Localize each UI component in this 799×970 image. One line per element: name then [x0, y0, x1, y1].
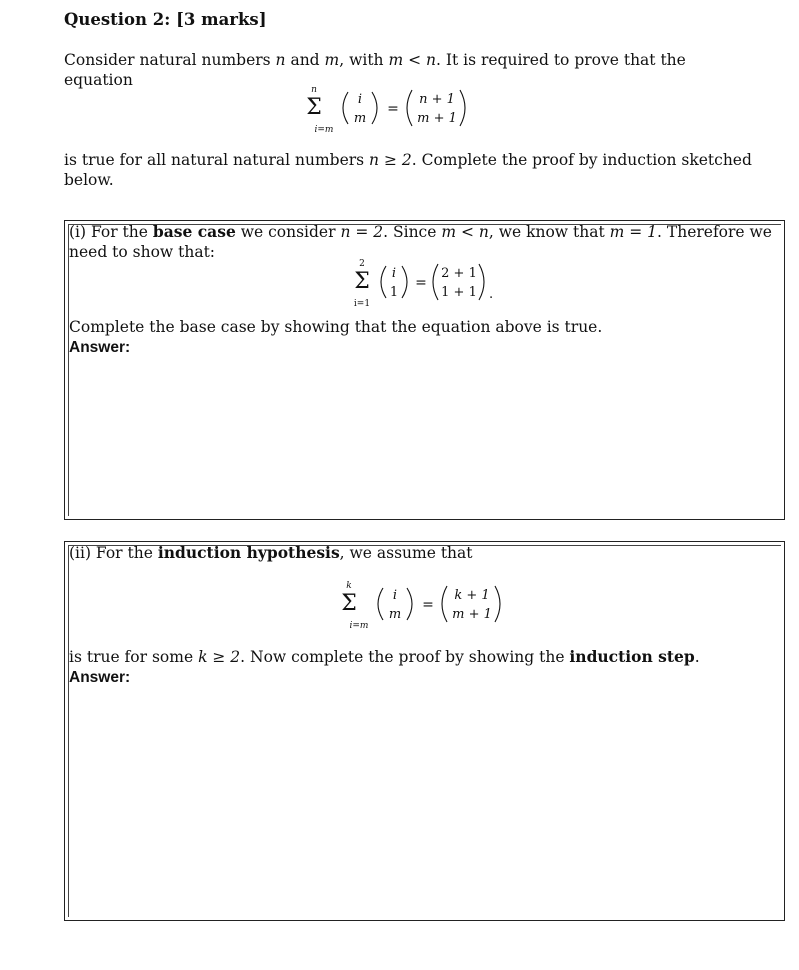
base-case-instruction: Complete the base case by showing that the equation above is true.	[69, 318, 603, 336]
binom-top: 2 + 1	[441, 266, 477, 281]
right-paren	[402, 266, 407, 298]
question-number: Question 2:	[64, 10, 171, 29]
prompt-text: . Therefore we need to show that:	[69, 223, 772, 261]
equals-sign: =	[415, 275, 427, 291]
condition-n-eq-2: n = 2	[340, 223, 384, 241]
left-paren	[343, 92, 348, 124]
statement-text: . Complete the proof by induction sketched below.	[64, 151, 752, 189]
equals-sign: =	[387, 101, 399, 117]
intro-text: , with	[339, 51, 389, 69]
part-label: (ii) For the	[69, 544, 158, 562]
prompt-text: , we know that	[488, 223, 610, 241]
induction-hypothesis-keyword: induction hypothesis	[157, 543, 340, 562]
base-case-box	[64, 220, 785, 520]
sum-upper: n	[311, 85, 317, 95]
binom-bottom: m + 1	[452, 607, 492, 622]
condition-m-lt-n: m < n	[388, 51, 436, 69]
induction-step-instruction	[69, 647, 781, 667]
prompt-text: is true for some	[69, 648, 199, 666]
prompt-text: .	[694, 648, 700, 666]
sum-lower: i=m	[349, 621, 369, 631]
left-paren	[381, 266, 386, 298]
intro-text: . It is required to prove that the equation	[64, 51, 686, 89]
induction-equation	[335, 580, 515, 632]
binom-top: i	[392, 588, 398, 603]
induction-box	[64, 541, 785, 921]
equals-sign: =	[422, 597, 434, 613]
base-case-equation	[348, 258, 528, 310]
condition-m-eq-1: m = 1	[609, 223, 658, 241]
prompt-text: . Now complete the proof by showing the	[240, 648, 570, 666]
part-label: (i) For the	[69, 223, 153, 241]
var-m: m	[324, 51, 340, 69]
condition-n-ge-2: n ≥ 2	[369, 151, 412, 169]
sum-upper: 2	[359, 259, 365, 269]
prompt-text: we consider	[235, 223, 341, 241]
question-marks: [3 marks]	[176, 10, 267, 29]
sum-lower: i=m	[314, 125, 334, 135]
intro-text: Consider natural numbers	[64, 51, 276, 69]
binom-top: k + 1	[454, 588, 490, 603]
right-paren	[495, 586, 500, 622]
left-paren	[433, 264, 438, 300]
right-paren	[372, 92, 377, 124]
binom-bottom: m	[388, 607, 402, 622]
left-paren	[442, 586, 447, 622]
statement-text: is true for all natural natural numbers	[64, 151, 370, 169]
condition-k-ge-2: k ≥ 2	[198, 648, 241, 666]
sum-symbol: Σ	[341, 591, 357, 616]
base-case-keyword: base case	[152, 222, 236, 241]
binom-bottom: 1	[389, 285, 399, 300]
sum-symbol: Σ	[354, 269, 370, 294]
sum-lower: i=1	[353, 299, 371, 309]
period: .	[489, 287, 494, 302]
binom-top: i	[357, 92, 363, 107]
main-equation	[300, 84, 480, 136]
var-n: n	[275, 51, 286, 69]
answer-label: Answer:	[69, 339, 131, 356]
binom-bottom: m	[353, 111, 367, 126]
prompt-text: , we assume that	[339, 544, 473, 562]
left-paren	[407, 90, 412, 126]
right-paren	[460, 90, 465, 126]
sum-upper: k	[346, 581, 352, 591]
answer-label: Answer:	[69, 669, 131, 686]
intro-text: and	[285, 51, 325, 69]
binom-bottom: 1 + 1	[441, 285, 477, 300]
base-case-prompt	[69, 222, 781, 262]
right-paren	[407, 588, 412, 620]
binom-top: i	[391, 266, 397, 281]
induction-prompt	[69, 543, 781, 563]
binom-top: n + 1	[419, 92, 455, 107]
binom-bottom: m + 1	[417, 111, 457, 126]
condition-m-lt-n: m < n	[441, 223, 489, 241]
induction-step-keyword: induction step	[569, 647, 695, 666]
sum-symbol: Σ	[306, 95, 322, 120]
left-paren	[378, 588, 383, 620]
prompt-text: . Since	[383, 223, 442, 241]
question-title	[64, 10, 267, 29]
right-paren	[479, 264, 484, 300]
question-statement-end	[64, 150, 754, 190]
